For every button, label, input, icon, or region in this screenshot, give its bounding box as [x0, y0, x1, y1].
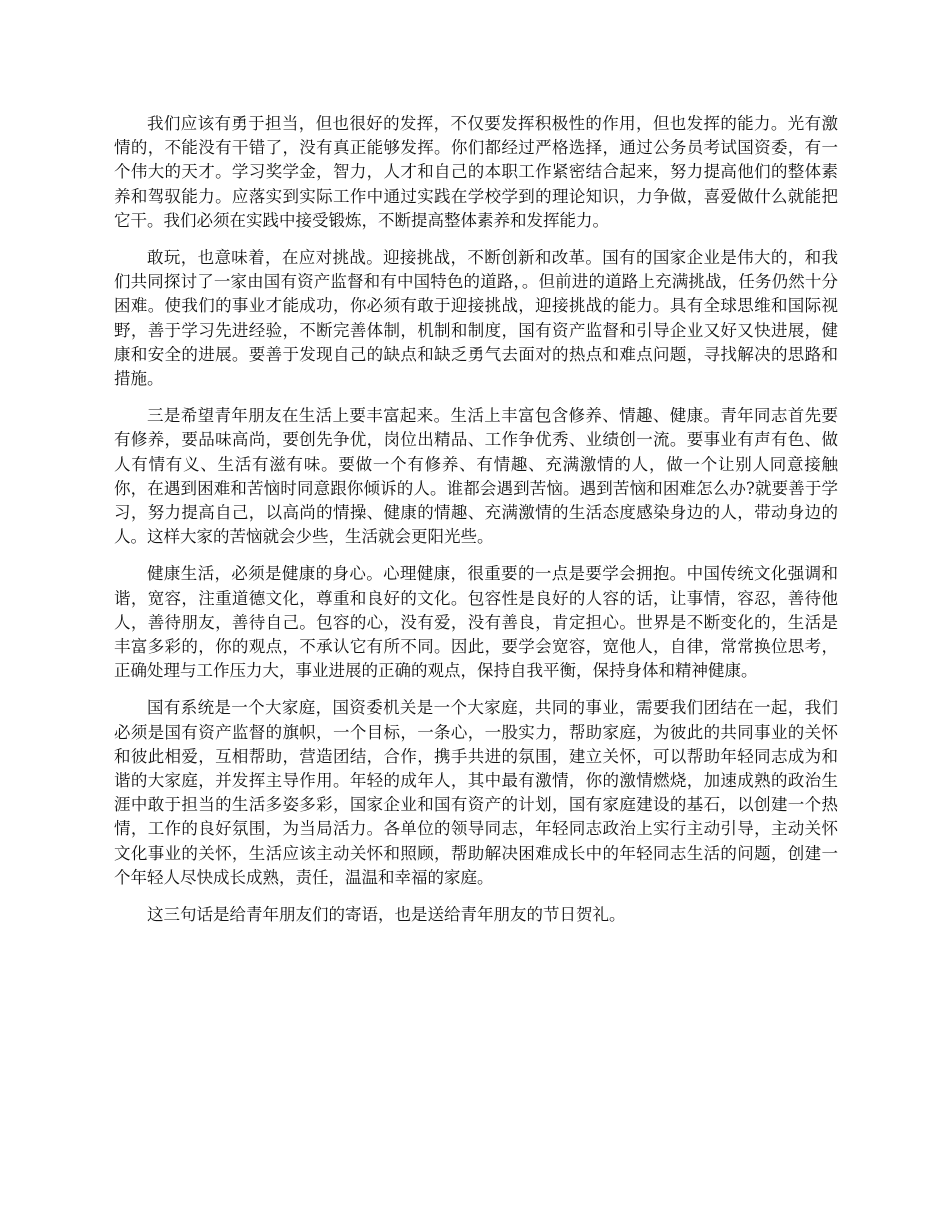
- paragraph-5: 国有系统是一个大家庭，国资委机关是一个大家庭，共同的事业，需要我们团结在一起，我们必须是国有资产监督的旗帜，一个目标，一条心，一股实力，帮助家庭，为彼此的共同事业的关怀和彼此相爱，互相帮助，营造团结，合作，携手共进的氛围，建立关怀，可以帮助年轻同志成为和谐的大家庭，并发挥主导作用。年轻的成年人，其中最有激情，你的激情燃烧，加速成熟的政治生涯中敢于担当的生活多姿多彩，国家企业和国有资产的计划，国有家庭建设的基石，以创建一个热情，工作的良好氛围，为当局活力。各单位的领导同志，年轻同志政治上实行主动引导，主动关怀文化事业的关怀，生活应该主动关怀和照顾，帮助解决困难成长中的年轻同志生活的问题，创建一个年轻人尽快成长成熟，责任，温温和幸福的家庭。: [114, 698, 838, 887]
- paragraph-6: 这三句话是给青年朋友们的寄语，也是送给青年朋友的节日贺礼。: [147, 905, 626, 925]
- paragraph-2: 敢玩，也意味着，在应对挑战。迎接挑战，不断创新和改革。国有的国家企业是伟大的，和我们共同探讨了一家由国有资产监督和有中国特色的道路，。但前进的道路上充满挑战，任务仍然十分困难。使我们的事业才能成功，你必须有敢于迎接挑战，迎接挑战的能力。具有全球思维和国际视野，善于学习先进经验，不断完善体制，机制和制度，国有资产监督和引导企业又好又快进展，健康和安全的进展。要善于发现自己的缺点和缺乏勇气去面对的热点和难点问题，寻找解决的思路和措施。: [114, 248, 838, 389]
- paragraph-3: 三是希望青年朋友在生活上要丰富起来。生活上丰富包含修养、情趣、健康。青年同志首先要有修养，要品味高尚，要创先争优，岗位出精品、工作争优秀、业绩创一流。要事业有声有色、做人有情有义、生活有滋有味。要做一个有修养、有情趣、充满激情的人，做一个让别人同意接触你，在遇到困难和苦恼时同意跟你倾诉的人。谁都会遇到苦恼。遇到苦恼和困难怎么办?就要善于学习，努力提高自己，以高尚的情操、健康的情趣、充满激情的生活态度感染身边的人，带动身边的人。这样大家的苦恼就会少些，生活就会更阳光些。: [114, 406, 838, 547]
- paragraph-4: 健康生活，必须是健康的身心。心理健康，很重要的一点是要学会拥抱。中国传统文化强调和谐，宽容，注重道德文化，尊重和良好的文化。包容性是良好的人容的话，让事情，容忍，善待他人，善待朋友，善待自己。包容的心，没有爱，没有善良，肯定担心。世界是不断变化的，生活是丰富多彩的，你的观点，不承认它有所不同。因此，要学会宽容，宽他人，自律，常常换位思考，正确处理与工作压力大，事业进展的正确的观点，保持自我平衡，保持身体和精神健康。: [114, 564, 838, 681]
- paragraph-1: 我们应该有勇于担当，但也很好的发挥，不仅要发挥积极性的作用，但也发挥的能力。光有激情的，不能没有干错了，没有真正能够发挥。你们都经过严格选择，通过公务员考试国资委，有一个伟大的天才。学习奖学金，智力，人才和自己的本职工作紧密结合起来，努力提高他们的整体素养和驾驭能力。应落实到实际工作中通过实践在学校学到的理论知识，力争做，喜爱做什么就能把它干。我们必须在实践中接受锻炼，不断提高整体素养和发挥能力。: [114, 114, 838, 230]
- document-body: [114, 112, 838, 940]
